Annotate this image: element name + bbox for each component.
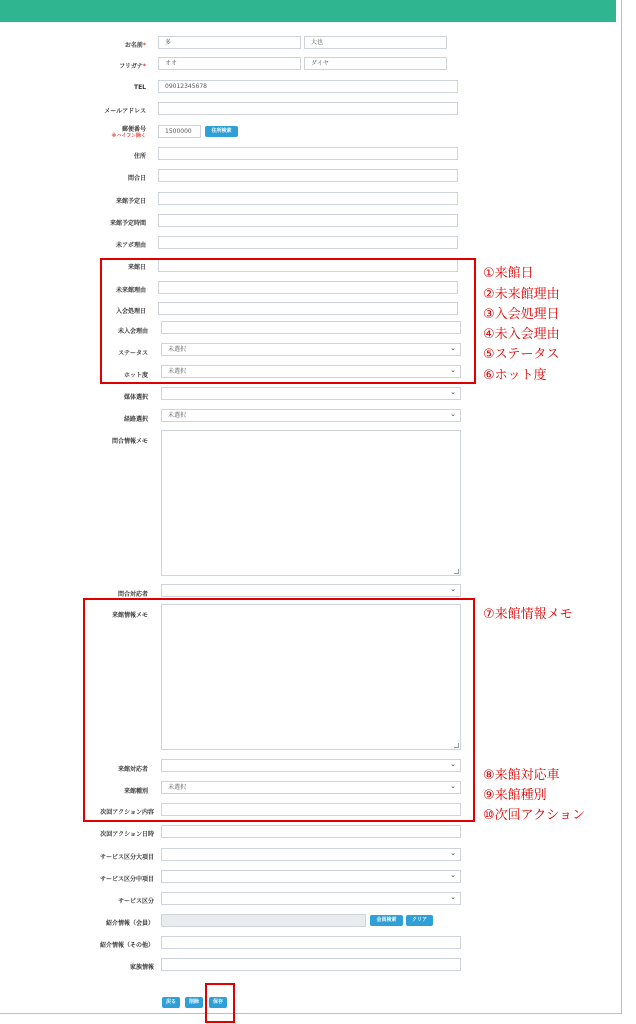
furigana-label: フリガナ*: [119, 63, 146, 70]
inquiry-memo-textarea[interactable]: [161, 430, 461, 576]
next-action-date-input[interactable]: [161, 825, 461, 838]
inquiry-date-label: 問合日: [127, 175, 146, 182]
tel-label: TEL: [133, 84, 146, 91]
annotation-9: ⑨来館種別: [483, 788, 547, 803]
hot-label: ホット度: [123, 372, 148, 379]
annotation-2: ②未来館理由: [483, 287, 560, 302]
annotation-1: ①来館日: [483, 266, 534, 281]
visit-plan-date-input[interactable]: [158, 192, 458, 205]
address-search-button[interactable]: 住所検索: [205, 126, 238, 137]
inquiry-memo-label: 問合情報メモ: [111, 438, 148, 445]
visit-memo-label: 来館情報メモ: [111, 612, 148, 619]
clear-button[interactable]: クリア: [406, 915, 433, 926]
annotation-6: ⑥ホット度: [483, 368, 547, 383]
route-label: 経路選択: [123, 416, 148, 423]
delete-button[interactable]: 削除: [185, 997, 203, 1008]
service-label: サービス区分: [117, 898, 154, 905]
zip-note: ※ハイフン除く: [111, 133, 146, 139]
hot-select[interactable]: 未選択 ⌄: [161, 365, 461, 378]
annotation-10: ⑩次回アクション: [483, 808, 586, 823]
visit-type-select[interactable]: 未選択 ⌄: [161, 781, 461, 794]
annotation-3: ③入会処理日: [483, 307, 560, 322]
annotation-box-save: [205, 983, 235, 1023]
next-action-label: 次回アクション内容: [100, 809, 154, 816]
first-name-input[interactable]: 大也: [304, 36, 447, 49]
inquiry-staff-label: 問合対応者: [117, 591, 148, 598]
annotation-5: ⑤ステータス: [483, 347, 560, 362]
annotation-box-visit-status: [100, 258, 476, 384]
service-select[interactable]: [161, 892, 461, 905]
media-label: 媒体選択: [123, 394, 148, 401]
annotation-8: ⑧来館対応車: [483, 768, 560, 783]
service-middle-label: サービス区分中項目: [99, 876, 154, 883]
media-select[interactable]: [161, 387, 461, 400]
family-input[interactable]: [161, 958, 461, 971]
no-visit-reason-label: 未来館理由: [115, 287, 146, 294]
inquiry-date-input[interactable]: [158, 169, 458, 182]
visit-staff-label: 来館対応者: [117, 766, 148, 773]
inquiry-staff-select[interactable]: [161, 584, 461, 597]
no-appo-reason-input[interactable]: [158, 236, 458, 249]
last-name-input[interactable]: 多: [158, 36, 301, 49]
referral-member-input: [161, 914, 366, 927]
visit-date-label: 来館日: [127, 264, 146, 271]
back-button[interactable]: 戻る: [162, 997, 180, 1008]
visit-type-label: 来館種別: [123, 788, 148, 795]
referral-member-label: 紹介情報（会員）: [105, 920, 154, 927]
header-bar: [0, 0, 616, 22]
visit-plan-time-label: 来館予定時間: [109, 220, 146, 227]
service-major-select[interactable]: [161, 848, 461, 861]
join-date-label: 入会処理日: [115, 308, 146, 315]
annotation-box-visit-memo: [83, 598, 475, 822]
referral-other-input[interactable]: [161, 936, 461, 949]
no-join-reason-label: 未入会理由: [117, 328, 148, 335]
save-button[interactable]: 保存: [209, 997, 227, 1008]
service-major-label: サービス区分大項目: [99, 854, 154, 861]
annotation-7: ⑦来館情報メモ: [483, 607, 573, 622]
first-kana-input[interactable]: ダイヤ: [304, 57, 447, 70]
last-kana-input[interactable]: オオ: [158, 57, 301, 70]
route-select[interactable]: 未選択 ⌄: [161, 409, 461, 422]
tel-input[interactable]: 09012345678: [158, 80, 458, 93]
family-label: 家族情報: [129, 964, 154, 971]
email-label: メールアドレス: [104, 108, 146, 115]
status-select[interactable]: 未選択 ⌄: [161, 343, 461, 356]
next-action-date-label: 次回アクション日時: [100, 831, 154, 838]
email-input[interactable]: [158, 102, 458, 115]
zip-input[interactable]: 1500000: [158, 125, 201, 138]
no-appo-reason-label: 未アポ理由: [115, 242, 146, 249]
visit-plan-date-label: 来館予定日: [115, 198, 146, 205]
status-label: ステータス: [118, 350, 148, 357]
member-search-button[interactable]: 会員検索: [370, 915, 403, 926]
service-middle-select[interactable]: [161, 870, 461, 883]
name-label: お名前*: [124, 42, 146, 49]
address-input[interactable]: [158, 147, 458, 160]
zip-label: 郵便番号: [121, 126, 146, 133]
visit-plan-time-input[interactable]: [158, 214, 458, 227]
address-label: 住所: [133, 153, 146, 160]
referral-other-label: 紹介情報（その他）: [99, 942, 154, 949]
annotation-4: ④未入会理由: [483, 327, 560, 342]
